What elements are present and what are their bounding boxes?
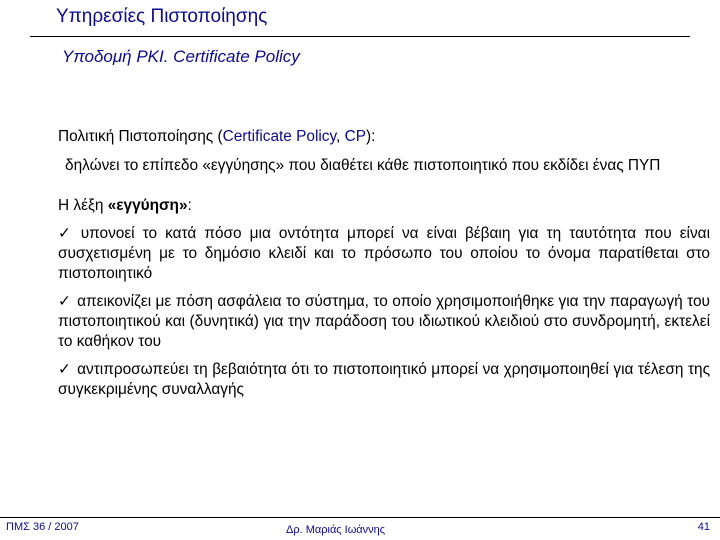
page-number: 41 <box>697 521 710 533</box>
slide-content <box>58 127 710 400</box>
bullet-text: απεικονίζει με πόση ασφάλεια το σύστημα, το οποίο χρησιμοποιήθηκε για την παραγωγή του πιστοποιητικού και (δυνητικά) για την παράδοση του ιδιωτικού κλειδιού στο συνδρομητή, εκτελεί το καθήκον του <box>58 293 710 350</box>
footer-course: ΠΜΣ 36 / 2007 <box>6 521 79 533</box>
definition-text: δηλώνει το επίπεδο «εγγύησης» που διαθέτει κάθε πιστοποιητικό που εκδίδει ένας ΠΥΠ <box>65 157 661 174</box>
term-prefix: Η λέξη <box>58 197 108 214</box>
slide-header-title: Υπηρεσίες Πιστοποίησης <box>56 6 268 27</box>
bullet-item <box>58 292 710 352</box>
lead-abbreviation: CP <box>344 128 366 145</box>
slide-subtitle: Υποδομή PKI. Certificate Policy <box>62 47 300 66</box>
lead-suffix: ): <box>366 128 376 145</box>
footer-divider <box>0 517 720 518</box>
header-divider <box>30 36 690 37</box>
bullet-item <box>58 360 710 400</box>
checkmark-icon: ✓ <box>58 225 75 242</box>
checkmark-icon: ✓ <box>58 293 72 310</box>
term-suffix: : <box>187 197 192 214</box>
bullet-item <box>58 224 710 284</box>
footer-author: Δρ. Μαριάς Ιωάννης <box>286 524 386 536</box>
term-word: «εγγύηση» <box>107 197 188 214</box>
lead-paragraph <box>58 127 710 147</box>
lead-comma: , <box>336 128 345 145</box>
term-heading <box>58 196 710 216</box>
checkmark-icon: ✓ <box>58 361 72 378</box>
bullet-text: υπονοεί το κατά πόσο μια οντότητα μπορεί να είναι βέβαιη για τη ταυτότητα που είναι συσχετισμένη με το δημόσιο κλειδί και το πρόσωπο του οποίου το όνομα παρατίθεται στο πιστοποιητικό <box>58 225 710 282</box>
bullet-text: αντιπροσωπεύει τη βεβαιότητα ότι το πιστοποιητικό μπορεί να χρησιμοποιηθεί για τέλεση της συγκεκριμένης συναλλαγής <box>58 361 710 398</box>
lead-prefix: Πολιτική Πιστοποίησης ( <box>58 128 223 145</box>
lead-term: Certificate Policy <box>222 128 337 145</box>
